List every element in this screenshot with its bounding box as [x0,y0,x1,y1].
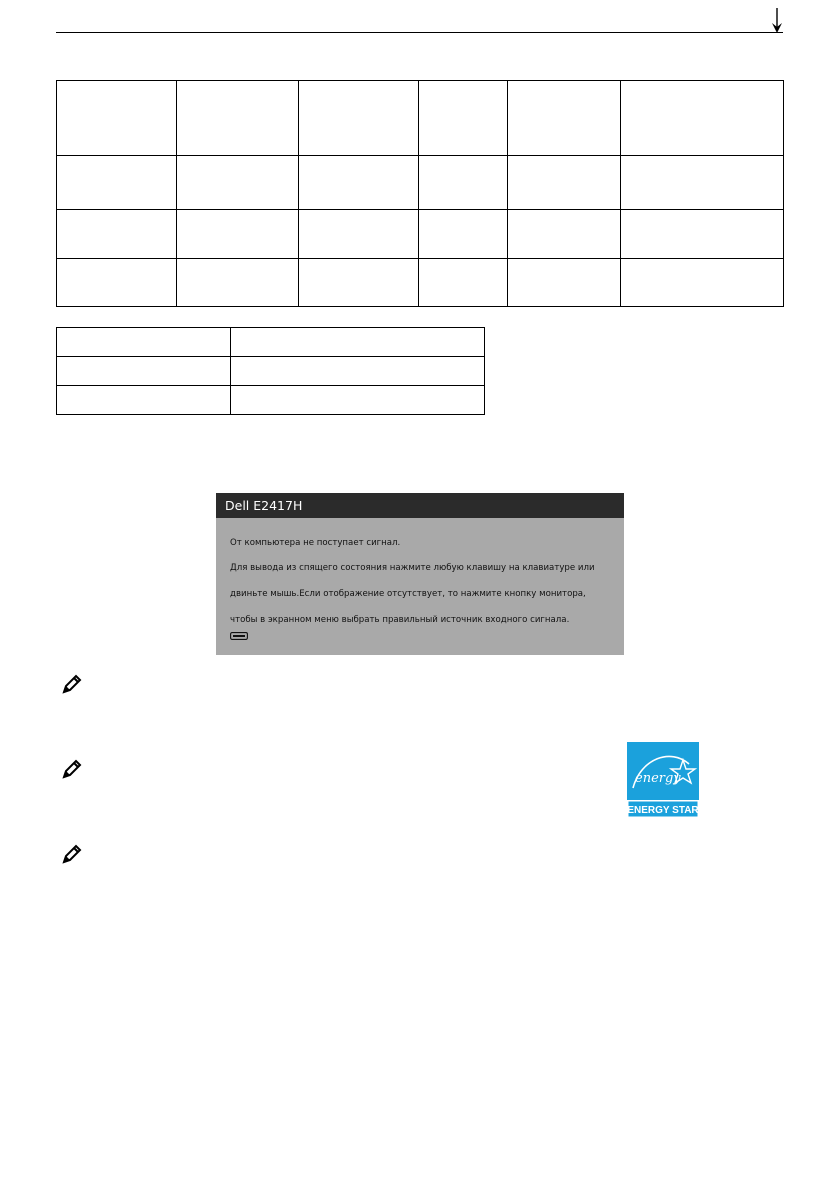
table-row [57,210,784,259]
table-cell [231,386,485,415]
table-row [57,386,485,415]
power-consumption-table [56,327,485,415]
energy-star-text: ENERGY STAR [627,805,699,816]
osd-message-line: От компьютера не поступает сигнал. [230,538,401,548]
note-pencil-icon [60,757,84,781]
table-cell [57,357,231,386]
table-cell [419,156,508,210]
table-cell [419,259,508,307]
table-cell [299,156,419,210]
table-row [57,328,485,357]
table-cell [508,210,621,259]
table-cell [419,210,508,259]
table-cell [299,210,419,259]
table-row [57,81,784,156]
table-cell [231,328,485,357]
table-row [57,156,784,210]
table-cell [57,156,177,210]
table-cell [57,81,177,156]
osd-title: Dell E2417H [216,493,624,518]
table-row [57,259,784,307]
table-cell [177,259,299,307]
table-cell [621,210,784,259]
connector-icon [230,632,248,640]
table-cell [419,81,508,156]
table-cell [177,156,299,210]
note-pencil-icon [60,842,84,866]
table-cell [57,210,177,259]
table-cell [508,156,621,210]
energy-script-text: energy [635,771,681,786]
table-cell [508,81,621,156]
table-cell [57,259,177,307]
arrow-down-icon [771,8,783,34]
osd-message-line: двиньте мышь.Если отображение отсутствует, то нажмите кнопку монитора, [230,589,586,599]
energy-star-logo [627,742,699,818]
page-top-rule [56,32,783,33]
table-cell [231,357,485,386]
osd-message-line: чтобы в экранном меню выбрать правильный источник входного сигнала. [230,615,570,625]
table-cell [299,259,419,307]
table-cell [177,210,299,259]
table-cell [621,156,784,210]
table-cell [57,328,231,357]
table-cell [621,81,784,156]
osd-message-line: Для вывода из спящего состояния нажмите любую клавишу на клавиатуре или [230,563,595,573]
table-cell [57,386,231,415]
table-cell [508,259,621,307]
osd-no-signal-message [216,493,624,655]
table-cell [299,81,419,156]
note-pencil-icon [60,672,84,696]
table-row [57,357,485,386]
table-cell [621,259,784,307]
table-cell [177,81,299,156]
power-modes-table [56,80,784,307]
